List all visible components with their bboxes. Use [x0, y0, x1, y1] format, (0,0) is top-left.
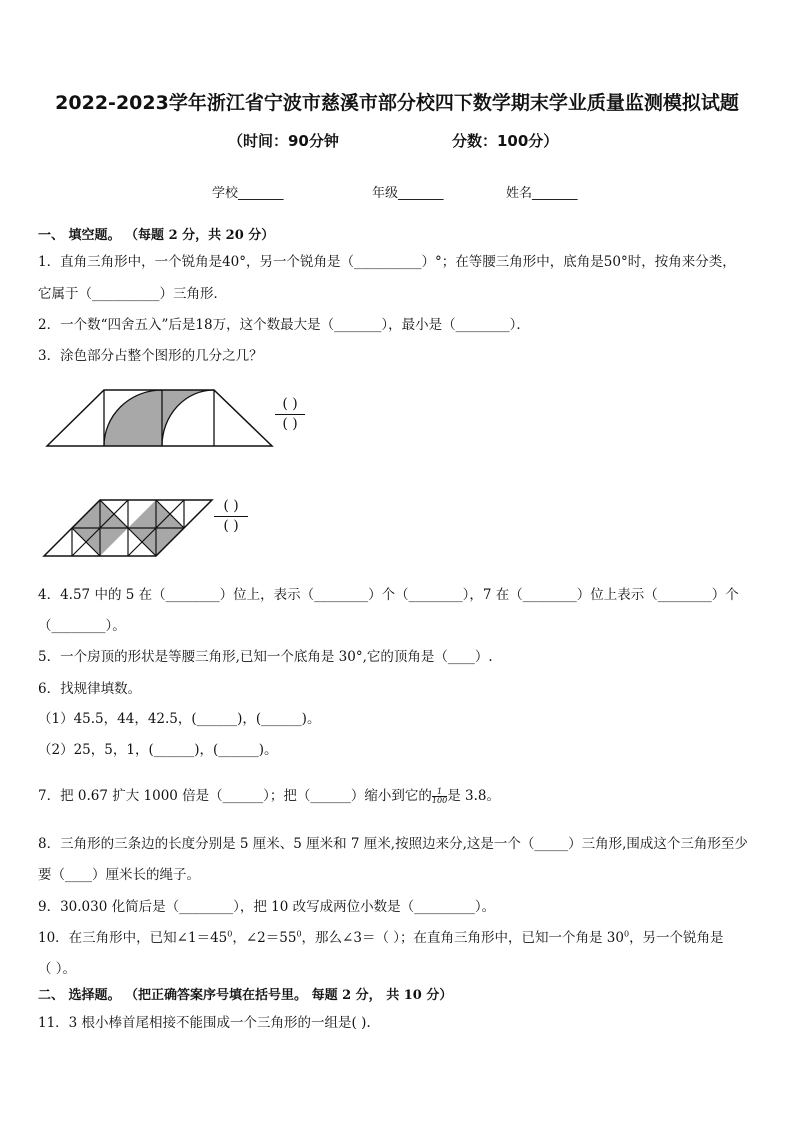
question-10-text-2: ，∠2＝55: [232, 930, 297, 946]
question-10-text-4: ，另一个锐角是: [629, 930, 724, 946]
question-6: 6．找规律填数。: [38, 681, 142, 697]
question-11: 11．3 根小棒首尾相接不能围成一个三角形的一组是( ).: [38, 1015, 371, 1031]
page-title: 2022-2023学年浙江省宁波市慈溪市部分校四下数学期末学业质量监测模拟试题: [55, 92, 739, 114]
fraction-bar: [214, 516, 248, 517]
degree-mark: 0: [296, 929, 302, 939]
question-5: 5．一个房顶的形状是等腰三角形,已知一个底角是 30°,它的顶角是（____）.: [38, 649, 493, 665]
exam-score: 分数：100分）: [452, 132, 559, 150]
question-10-text-1: 10．在三角形中，已知∠1＝45: [38, 930, 228, 946]
trapezoid-figure: [40, 385, 280, 450]
question-2: 2．一个数“四舍五入”后是18万，这个数最大是（_______），最小是（________）．: [38, 317, 530, 333]
question-10-line-2: （ ）。: [38, 961, 77, 977]
question-4-line-1: 4．4.57 中的 5 在（________）位上，表示（________）个（________），7 在（________）位上表示（________）个: [38, 587, 739, 603]
figure-2-fraction: [214, 498, 248, 535]
question-9: 9．30.030 化简后是（________），把 10 改写成两位小数是（_________）。: [38, 899, 496, 915]
fraction-denominator: 100: [431, 796, 448, 805]
question-1-line-2: 它属于（__________）三角形．: [38, 286, 227, 302]
question-8-line-2: 要（____）厘米长的绳子。: [38, 867, 200, 883]
grade-field: 年级_______: [372, 186, 444, 201]
question-8-line-1: 8．三角形的三条边的长度分别是 5 厘米、5 厘米和 7 厘米,按照边来分,这是一个（_____）三角形,围成这个三角形至少: [38, 836, 748, 852]
question-10-line-1: [38, 926, 724, 946]
section-1-heading: 一、 填空题。 （每题 2 分，共 20 分）: [38, 228, 275, 243]
parallelogram-figure: [40, 495, 220, 560]
question-4-line-2: （________）。: [38, 618, 126, 634]
figure-2-denominator: ( ): [223, 518, 239, 534]
question-10-text-3: ，那么∠3＝（ ）；在直角三角形中，已知一个角是 30: [301, 930, 624, 946]
figure-1-numerator: ( ): [282, 396, 298, 412]
figure-1-denominator: ( ): [282, 416, 298, 432]
question-7-text-1: 7．把 0.67 扩大 1000 倍是（______）；把（______）缩小到它的: [38, 788, 432, 804]
question-1-line-1: 1．直角三角形中，一个锐角是40°，另一个锐角是（__________）°；在等腰三角形中，底角是50°时，按角来分类，: [38, 254, 736, 270]
school-field: 学校_______: [212, 186, 284, 201]
fraction-numerator: 1: [432, 788, 447, 797]
fraction-one-hundredth: [432, 788, 447, 805]
question-7: [38, 784, 500, 805]
question-6-part-1: （1）45.5，44，42.5，(______)，(______)。: [38, 711, 321, 727]
figure-2-numerator: ( ): [223, 498, 239, 514]
exam-time: （时间：90分钟: [228, 132, 339, 150]
name-field: 姓名_______: [506, 186, 578, 201]
degree-mark: 0: [227, 929, 233, 939]
question-7-text-2: 是 3.8。: [447, 788, 500, 804]
question-6-part-2: （2）25，5，1，(______)，(______)。: [38, 742, 278, 758]
question-3: 3．涂色部分占整个图形的几分之几？: [38, 348, 263, 364]
section-2-heading: 二、 选择题。 （把正确答案序号填在括号里。 每题 2 分， 共 10 分）: [38, 988, 453, 1003]
figure-1-fraction: [275, 396, 305, 433]
fraction-bar: [275, 414, 305, 415]
degree-mark: 0: [623, 929, 630, 939]
